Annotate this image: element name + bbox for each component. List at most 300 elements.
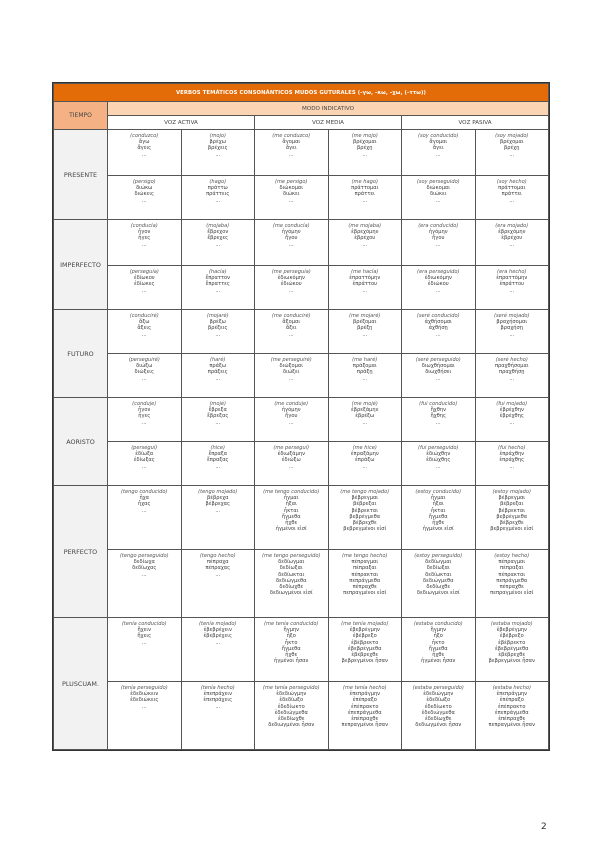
greek-form: ἐδιωκόμην xyxy=(424,275,452,282)
conjugation-cell xyxy=(475,550,549,618)
greek-form: ... xyxy=(215,507,221,514)
greek-form: ... xyxy=(215,419,221,426)
spanish-gloss: (tengo mojado) xyxy=(198,489,238,495)
conjugation-cell xyxy=(328,130,402,176)
greek-form: ἄγει xyxy=(285,145,297,152)
greek-form: ... xyxy=(215,463,221,470)
conjugation-cell xyxy=(255,130,329,176)
greek-form: πράττω xyxy=(207,185,228,192)
greek-form: ἦξαι xyxy=(285,501,297,508)
greek-form: βέβρεχθε xyxy=(499,520,524,527)
conjugation-cell xyxy=(475,354,549,398)
greek-form: βρέχεις xyxy=(207,145,228,152)
greek-form: ... xyxy=(215,197,221,204)
greek-form: ... xyxy=(362,331,368,338)
spanish-gloss: (era conducido) xyxy=(418,223,459,229)
spanish-gloss: (fui conducido) xyxy=(419,401,458,407)
greek-form: πράττεις xyxy=(206,191,230,198)
conjugation-cell xyxy=(255,398,329,442)
greek-form: διώκομαι xyxy=(426,185,451,192)
spanish-gloss: (tengo hecho) xyxy=(199,553,236,559)
greek-form: ... xyxy=(141,375,147,382)
greek-form: ... xyxy=(435,197,441,204)
spanish-gloss: (fui mojado) xyxy=(496,401,528,407)
conjugation-cell xyxy=(328,442,402,486)
spanish-gloss: (me tengo perseguido) xyxy=(262,553,321,559)
greek-form: ἤγου xyxy=(285,235,298,242)
greek-form: πράξομαι xyxy=(352,363,377,370)
greek-form: ἐδεδίωχθε xyxy=(277,716,305,723)
greek-form: ἐδεδίωκτο xyxy=(424,703,452,710)
greek-form: δεδίωξαι xyxy=(279,565,303,572)
greek-form: ἐπραξάμην xyxy=(350,451,379,458)
spanish-gloss: (me mojaré) xyxy=(348,313,381,319)
greek-form: ... xyxy=(141,507,147,514)
spanish-gloss: (me mojaba) xyxy=(348,223,382,229)
table-row xyxy=(54,310,549,354)
greek-form: διώξω xyxy=(136,363,153,370)
greek-form: ἐβεβρέγμεθα xyxy=(348,645,382,652)
greek-form: πεπράγμεθα xyxy=(496,577,528,584)
spanish-gloss: (tenía mojado) xyxy=(199,621,237,627)
greek-form: ἐδεδιώγμην xyxy=(276,691,307,698)
greek-form: ἤγμεθα xyxy=(428,513,448,520)
greek-form: ἦχα xyxy=(139,495,150,502)
greek-form: πέπρακται xyxy=(498,571,526,578)
spanish-gloss: (tenía perseguido) xyxy=(120,685,168,691)
conjugation-cell xyxy=(181,442,255,486)
greek-form: βρέχῃ xyxy=(504,145,520,152)
greek-form: ... xyxy=(141,241,147,248)
conjugation-cell xyxy=(328,310,402,354)
greek-form: ἐβρέχου xyxy=(501,235,523,242)
greek-form: ... xyxy=(288,151,294,158)
greek-form: ἐδεδιώγμεθα xyxy=(421,709,455,716)
greek-form: ἐπέπραξο xyxy=(499,697,524,704)
spanish-gloss: (me hacía) xyxy=(351,269,379,275)
greek-form: βρέξῃ xyxy=(357,325,373,332)
greek-form: ... xyxy=(215,639,221,646)
spanish-gloss: (me tenía mojado) xyxy=(341,621,389,627)
greek-form: ἦγμαι xyxy=(283,495,299,502)
greek-form: ἐδεδιώκεις xyxy=(130,697,159,704)
spanish-gloss: (estoy conducido) xyxy=(415,489,462,495)
conjugation-cell xyxy=(328,682,402,750)
spanish-gloss: (era perseguido) xyxy=(417,269,460,275)
greek-form: ... xyxy=(141,703,147,710)
greek-form: ἦχθε xyxy=(432,520,445,527)
greek-form: δεδίωχας xyxy=(132,565,157,572)
greek-form: ἤχειν xyxy=(137,627,151,634)
spanish-gloss: (me conduje) xyxy=(274,401,309,407)
spanish-gloss: (me conduciré) xyxy=(271,313,311,319)
greek-form: ἐβρεχόμην xyxy=(351,229,379,236)
spanish-gloss: (soy mojado) xyxy=(495,133,529,139)
greek-form: δεδίωχθε xyxy=(426,584,451,591)
greek-form: πράξῃ xyxy=(356,369,373,376)
conjugation-cell xyxy=(255,486,329,550)
greek-form: ... xyxy=(362,375,368,382)
greek-form: πραχθήσομαι xyxy=(494,363,529,370)
greek-form: ἐβρέχθην xyxy=(499,407,524,414)
greek-form: ἐδεδίωκτο xyxy=(277,703,305,710)
spanish-gloss: (estaba perseguido) xyxy=(412,685,464,691)
greek-form: ἠγμένοι εἰσί xyxy=(275,526,307,533)
conjugation-cell xyxy=(181,354,255,398)
greek-form: βέβρεγμαι xyxy=(351,495,379,502)
greek-form: ... xyxy=(509,463,515,470)
spanish-gloss: (persigo) xyxy=(132,179,156,185)
table-row xyxy=(54,442,549,486)
spanish-gloss: (me perseguí) xyxy=(273,445,310,451)
spanish-gloss: (me hago) xyxy=(351,179,378,185)
greek-form: ... xyxy=(435,463,441,470)
spanish-gloss: (me conduzco) xyxy=(272,133,311,139)
conjugation-cell xyxy=(328,398,402,442)
greek-form: πεπραγμένοι ἦσαν xyxy=(341,722,388,729)
greek-form: ... xyxy=(288,241,294,248)
greek-form: ἄξω xyxy=(139,319,150,326)
greek-form: ἐβέβρεχθε xyxy=(351,652,379,659)
spanish-gloss: (me tenía perseguido) xyxy=(262,685,320,691)
greek-form: ἐβέβρεξο xyxy=(499,633,524,640)
greek-form: ... xyxy=(215,375,221,382)
greek-form: πράττομαι xyxy=(498,185,526,192)
greek-form: βρέχομαι xyxy=(352,139,377,146)
spanish-gloss: (estoy mojado) xyxy=(492,489,531,495)
greek-form: πέπραξαι xyxy=(500,565,524,572)
greek-form: ἐδίωξας xyxy=(133,457,155,464)
spanish-gloss: (tengo conducido) xyxy=(121,489,168,495)
greek-form: ἦχθε xyxy=(285,520,298,527)
greek-form: ἔβρεχες xyxy=(207,235,229,242)
greek-form: ... xyxy=(509,241,515,248)
greek-form: ... xyxy=(215,151,221,158)
greek-form: βεβρέγμεθα xyxy=(496,513,528,520)
greek-form: ἄξομαι xyxy=(282,319,301,326)
greek-form: ἦξο xyxy=(433,633,443,640)
conjugation-cell xyxy=(402,442,476,486)
greek-form: ... xyxy=(141,639,147,646)
spanish-gloss: (me mojo) xyxy=(351,133,378,139)
greek-form: ... xyxy=(362,287,368,294)
greek-form: ἐβρέχου xyxy=(354,235,376,242)
conjugation-cell xyxy=(181,550,255,618)
greek-form: ἦγον xyxy=(138,407,151,414)
greek-form: δεδιωγμένοι ἦσαν xyxy=(268,722,315,729)
greek-form: ... xyxy=(141,419,147,426)
spanish-gloss: (estoy perseguido) xyxy=(414,553,463,559)
greek-form: ... xyxy=(141,197,147,204)
greek-form: δεδίωκται xyxy=(425,571,452,578)
greek-form: πράττει xyxy=(501,191,522,198)
greek-form: ἦχθε xyxy=(285,652,298,659)
spanish-gloss: (hice) xyxy=(210,445,226,451)
greek-form: διωχθήσει xyxy=(425,369,452,376)
tense-label: PLUSCUAM. xyxy=(54,618,108,750)
voice-header-middle: VOZ MEDIA xyxy=(255,116,402,130)
greek-form: πράττει xyxy=(354,191,375,198)
greek-form: ἔπραξα xyxy=(208,451,228,458)
conjugation-cell xyxy=(255,310,329,354)
spanish-gloss: (mojo) xyxy=(209,133,227,139)
greek-form: δεδιώγμεθα xyxy=(423,577,454,584)
greek-form: ἐδεδίωξο xyxy=(426,697,451,704)
conjugation-cell xyxy=(328,220,402,266)
table-row xyxy=(54,398,549,442)
greek-form: ... xyxy=(288,287,294,294)
spanish-gloss: (me perseguía) xyxy=(271,269,311,275)
greek-form: ἔβρεξα xyxy=(208,407,227,414)
table-row xyxy=(54,618,549,682)
greek-form: ἐπέπρακτο xyxy=(351,703,379,710)
conjugation-cell xyxy=(108,220,182,266)
greek-form: πέπρακται xyxy=(351,571,379,578)
conjugation-cell xyxy=(475,176,549,220)
table-title: VERBOS TEMÁTICOS CONSONÁNTICOS MUDOS GUTURALES (-γω, -κω, -χω, (-ττω)) xyxy=(54,84,549,102)
greek-form: βρέξεις xyxy=(207,325,228,332)
spanish-gloss: (hago) xyxy=(209,179,227,185)
greek-form: ... xyxy=(288,331,294,338)
greek-form: βέβρεγμαι xyxy=(498,495,526,502)
greek-form: ... xyxy=(435,375,441,382)
greek-form: ἔβρεχον xyxy=(207,229,229,236)
greek-form: δεδίωξαι xyxy=(426,565,450,572)
greek-form: ἐδεδιώκειν xyxy=(130,691,159,698)
tense-column-header: TIEMPO xyxy=(54,102,108,130)
greek-form: ... xyxy=(215,287,221,294)
greek-form: ἐβέβρεχθε xyxy=(498,652,526,659)
table-row xyxy=(54,486,549,550)
conjugation-cell xyxy=(328,550,402,618)
conjugation-cell xyxy=(108,310,182,354)
conjugation-cell xyxy=(328,354,402,398)
greek-form: διώξει xyxy=(283,369,300,376)
spanish-gloss: (tenía hecho) xyxy=(200,685,235,691)
greek-form: ... xyxy=(435,287,441,294)
tense-label: PRESENTE xyxy=(54,130,108,220)
greek-form: ἔβρεξας xyxy=(207,413,229,420)
spanish-gloss: (haré) xyxy=(209,357,226,363)
greek-form: ἐδίωκες xyxy=(133,281,155,288)
greek-form: πεπραγμένοι εἰσί xyxy=(343,590,387,597)
mood-header: MODO INDICATIVO xyxy=(108,102,549,116)
page-number: 2 xyxy=(541,822,547,832)
greek-form: ἄξεις xyxy=(137,325,152,332)
greek-form: ... xyxy=(288,375,294,382)
greek-form: ἐβεβρέγμην xyxy=(496,627,527,634)
greek-form: ἦξαι xyxy=(432,501,444,508)
greek-form: ἐδίωξα xyxy=(135,451,154,458)
greek-form: ἦκται xyxy=(431,507,446,514)
conjugation-cell xyxy=(181,266,255,310)
greek-form: ἠγμένοι εἰσί xyxy=(422,526,454,533)
spanish-gloss: (me mojé) xyxy=(351,401,378,407)
greek-form: δεδίωχθε xyxy=(279,584,304,591)
spanish-gloss: (estaba mojado) xyxy=(490,621,533,627)
greek-form: διώξομαι xyxy=(279,363,303,370)
table-row xyxy=(54,176,549,220)
greek-form: ἐπράχθην xyxy=(499,451,525,458)
conjugation-cell xyxy=(475,442,549,486)
greek-form: ἤγου xyxy=(432,235,445,242)
conjugation-cell xyxy=(402,176,476,220)
greek-form: δεδιωγμένοι εἰσί xyxy=(269,590,313,597)
spanish-gloss: (me tenía hecho) xyxy=(342,685,387,691)
conjugation-cell xyxy=(328,486,402,550)
conjugation-cell xyxy=(181,176,255,220)
greek-form: ἐδεδιώγμην xyxy=(423,691,454,698)
greek-form: ... xyxy=(141,287,147,294)
greek-form: ἐδιώκου xyxy=(280,281,302,288)
greek-form: ἐπράχθης xyxy=(499,457,525,464)
greek-form: ἤγμεθα xyxy=(428,645,448,652)
greek-form: δεδιωγμένοι εἰσί xyxy=(416,590,460,597)
spanish-gloss: (perseguía) xyxy=(129,269,159,275)
greek-form: βέβρεξαι xyxy=(353,501,377,508)
conjugation-cell xyxy=(255,442,329,486)
table-row xyxy=(54,550,549,618)
greek-form: ἦχθε xyxy=(432,652,445,659)
greek-form: βρέξομαι xyxy=(352,319,377,326)
greek-form: βέβρεκται xyxy=(498,507,525,514)
spanish-gloss: (mojaré) xyxy=(206,313,229,319)
greek-form: ἐπέπρακτο xyxy=(498,703,526,710)
greek-form: ... xyxy=(215,241,221,248)
greek-form: ἠγόμην xyxy=(281,229,301,236)
greek-form: πέπραχθε xyxy=(352,584,377,591)
greek-form: ἐδιώχθην xyxy=(426,451,451,458)
conjugation-cell xyxy=(255,266,329,310)
conjugation-cell xyxy=(475,398,549,442)
spanish-gloss: (seré mojado) xyxy=(493,313,530,319)
table-row xyxy=(54,266,549,310)
conjugation-cell xyxy=(181,220,255,266)
spanish-gloss: (me tengo conducido) xyxy=(263,489,320,495)
greek-form: ἤγμην xyxy=(283,627,300,634)
greek-form: ἐδεδίωξο xyxy=(279,697,304,704)
greek-form: βέβρεχα xyxy=(206,495,229,502)
greek-form: ἤγμην xyxy=(430,627,447,634)
spanish-gloss: (me tengo hecho) xyxy=(341,553,388,559)
conjugation-cell xyxy=(108,442,182,486)
greek-form: βραχήσῃ xyxy=(500,325,523,332)
conjugation-cell xyxy=(108,550,182,618)
conjugation-cell xyxy=(402,130,476,176)
greek-form: ἐβεβρέγμεθα xyxy=(495,645,529,652)
conjugation-cell xyxy=(108,130,182,176)
spanish-gloss: (hacía) xyxy=(208,269,227,275)
greek-form: πράξεις xyxy=(207,369,228,376)
conjugation-cell xyxy=(328,618,402,682)
greek-form: ἐπεπράχειν xyxy=(203,691,232,698)
greek-form: ἐπεπράγμην xyxy=(349,691,381,698)
spanish-gloss: (me haré) xyxy=(352,357,378,363)
greek-form: ἐπέπραξο xyxy=(352,697,377,704)
greek-form: ... xyxy=(362,419,368,426)
tense-rows xyxy=(54,130,549,750)
spanish-gloss: (estoy hecho) xyxy=(494,553,530,559)
conjugation-table xyxy=(53,83,549,750)
table-row xyxy=(54,220,549,266)
greek-form: ἐπεπράγμην xyxy=(496,691,528,698)
tense-label: AORISTO xyxy=(54,398,108,486)
conjugation-cell xyxy=(181,310,255,354)
spanish-gloss: (seré conducido) xyxy=(416,313,460,319)
greek-form: ἦγες xyxy=(138,413,151,420)
greek-form: ἐδεδιώγμεθα xyxy=(274,709,308,716)
conjugation-cell xyxy=(475,310,549,354)
greek-form: ἐπέπραχθε xyxy=(498,716,526,723)
greek-form: δεδίωκται xyxy=(278,571,305,578)
greek-form: ... xyxy=(288,197,294,204)
conjugation-table-sheet xyxy=(52,82,550,751)
spanish-gloss: (conduje) xyxy=(132,401,157,407)
greek-form: ἐβέβρεξο xyxy=(352,633,377,640)
greek-form: ἤχεις xyxy=(137,633,152,640)
conjugation-cell xyxy=(402,550,476,618)
greek-form: ἤγμεθα xyxy=(281,645,301,652)
conjugation-cell xyxy=(402,266,476,310)
greek-form: βρέχῃ xyxy=(357,145,373,152)
conjugation-cell xyxy=(402,682,476,750)
greek-form: ἐβεβρέχεις xyxy=(203,633,232,640)
greek-form: ἐβεβρέχειν xyxy=(203,627,232,634)
spanish-gloss: (seré perseguido) xyxy=(415,357,461,363)
conjugation-cell xyxy=(108,176,182,220)
spanish-gloss: (mojaba) xyxy=(206,223,230,229)
spanish-gloss: (tengo perseguido) xyxy=(119,553,169,559)
greek-form: ἄγει xyxy=(432,145,444,152)
greek-form: ἐπεπράχεις xyxy=(203,697,233,704)
voice-header-active: VOZ ACTIVA xyxy=(108,116,255,130)
greek-form: ἐπράττου xyxy=(352,281,378,288)
spanish-gloss: (me persigo) xyxy=(274,179,308,185)
conjugation-cell xyxy=(108,486,182,550)
greek-form: πράξω xyxy=(209,363,227,370)
greek-form: ἄγεις xyxy=(137,145,152,152)
greek-form: ἦχας xyxy=(137,501,151,508)
greek-form: βραχήσομαι xyxy=(496,319,528,326)
greek-form: ἐπράξω xyxy=(354,457,375,464)
greek-form: βρέξω xyxy=(209,319,226,326)
conjugation-cell xyxy=(402,486,476,550)
tense-label: IMPERFECTO xyxy=(54,220,108,310)
greek-form: ἄγομαι xyxy=(429,139,448,146)
spanish-gloss: (tenía conducido) xyxy=(121,621,167,627)
greek-form: ... xyxy=(435,419,441,426)
spanish-gloss: (perseguiré) xyxy=(128,357,160,363)
greek-form: δεδίωχα xyxy=(133,559,155,566)
conjugation-cell xyxy=(475,618,549,682)
greek-form: ἤγου xyxy=(285,413,298,420)
greek-form: διώξεις xyxy=(134,369,154,376)
greek-form: ... xyxy=(509,331,515,338)
spanish-gloss: (soy perseguido) xyxy=(416,179,460,185)
conjugation-cell xyxy=(475,486,549,550)
greek-form: ... xyxy=(435,331,441,338)
spanish-gloss: (conducía) xyxy=(130,223,158,229)
spanish-gloss: (conduzco) xyxy=(130,133,159,139)
greek-form: βέβρεχας xyxy=(205,501,231,508)
spanish-gloss: (me perseguiré) xyxy=(270,357,312,363)
conjugation-cell xyxy=(108,266,182,310)
greek-form: πέπραξαι xyxy=(353,565,377,572)
conjugation-cell xyxy=(181,682,255,750)
conjugation-cell xyxy=(255,618,329,682)
conjugation-cell xyxy=(255,220,329,266)
conjugation-cell xyxy=(475,266,549,310)
